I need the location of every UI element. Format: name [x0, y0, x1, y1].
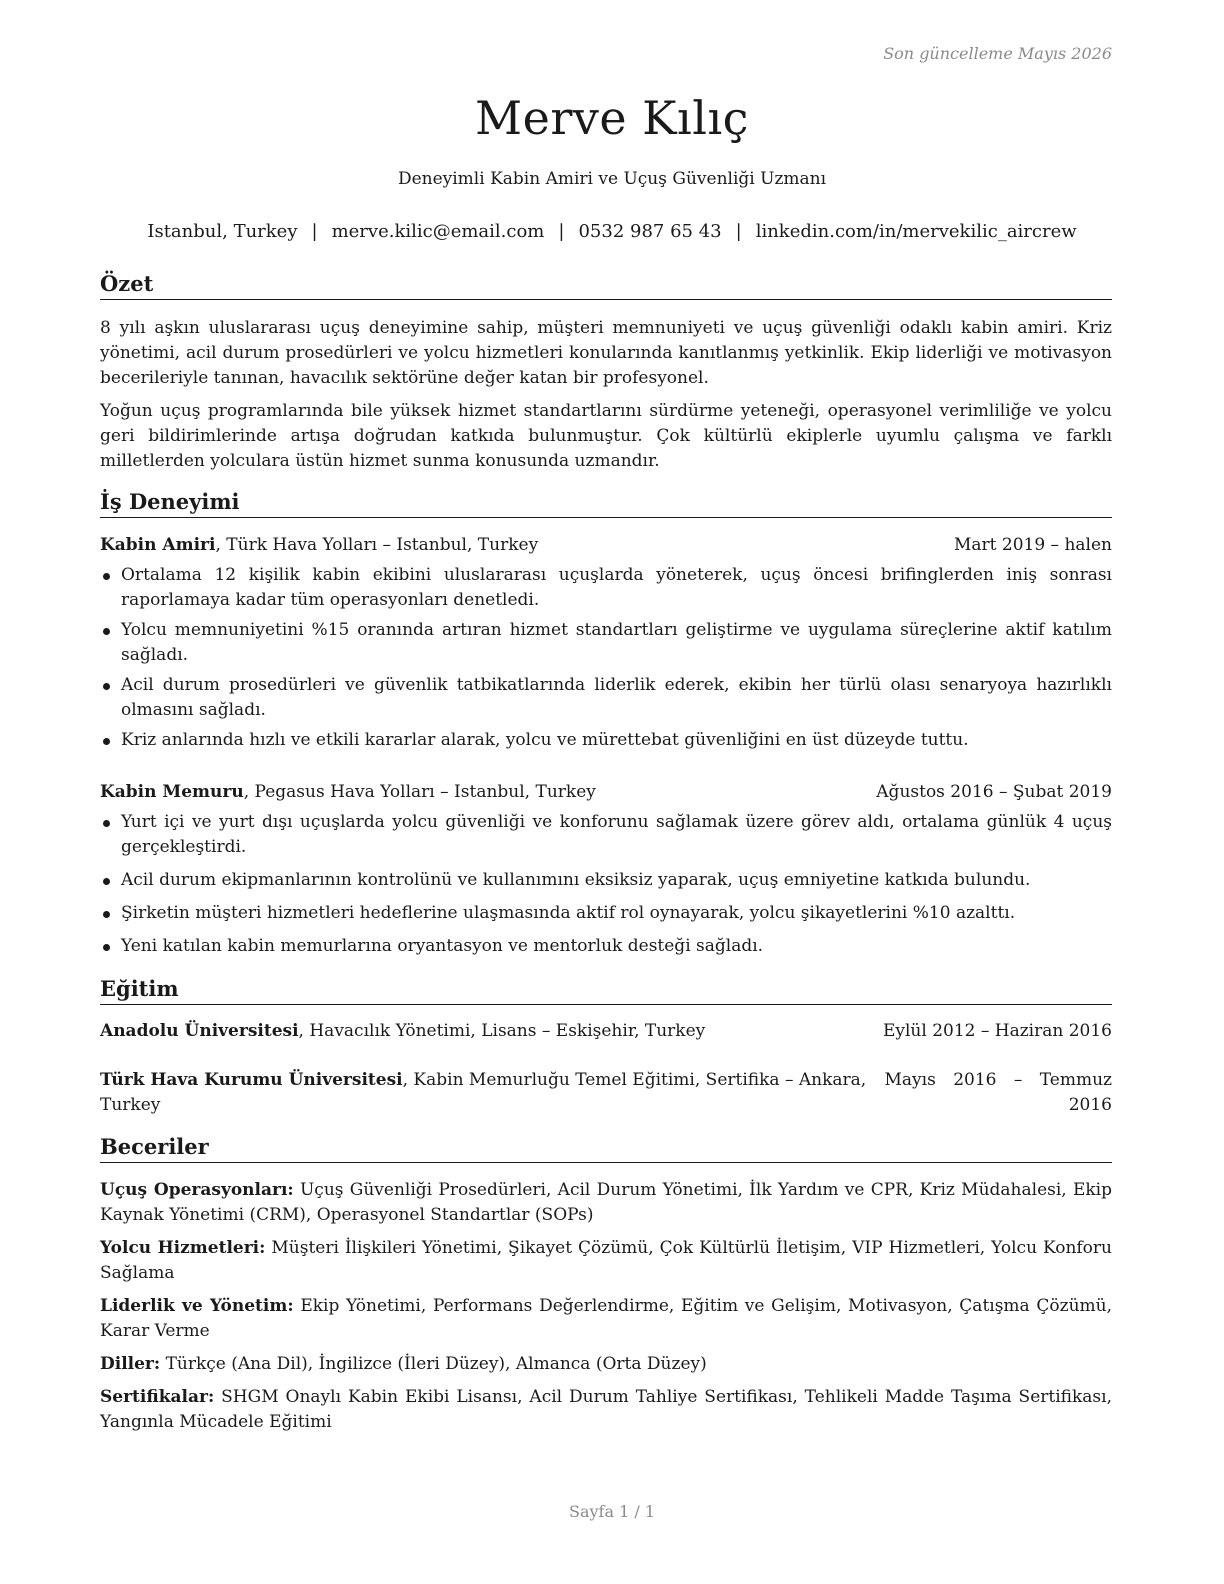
education-section: [100, 975, 1112, 1118]
bullet-icon: [103, 820, 110, 827]
list-item: [100, 673, 1112, 723]
resume-subtitle: Deneyimli Kabin Amiri ve Uçuş Güvenliği Uzmanı: [397, 169, 827, 189]
education-detail: , Kabin Memurluğu Temel Eğitimi, Sertifika – Ankara,: [402, 1070, 867, 1090]
education-entry: [100, 1019, 1112, 1044]
bullet-icon: [103, 683, 110, 690]
list-item: [100, 563, 1112, 613]
bullet-icon: [103, 911, 110, 918]
contact-email[interactable]: merve.kilic@email.com: [331, 221, 545, 242]
bullet-text: Yolcu memnuniyetini %15 oranında artıran hizmet standartları geliştirme ve uygulama süreçlerine aktif katılım sağladı.: [121, 620, 1112, 665]
page-number: Sayfa 1 / 1: [568, 1502, 655, 1521]
section-title-experience: İş Deneyimi: [100, 488, 1112, 518]
education-school: Türk Hava Kurumu Üniversitesi: [100, 1070, 403, 1090]
list-item: [100, 810, 1112, 860]
contact-location: Istanbul, Turkey: [147, 221, 298, 242]
list-item: [100, 618, 1112, 668]
contact-separator: |: [311, 221, 318, 242]
education-dates: Mayıs 2016 – Temmuz: [884, 1070, 1112, 1090]
skill-label: Sertifikalar:: [100, 1387, 215, 1407]
education-school: Anadolu Üniversitesi: [100, 1021, 299, 1041]
skill-line: [100, 1294, 1112, 1344]
job-header: [100, 780, 1112, 805]
bullet-icon: [103, 573, 110, 580]
bullet-text: Ortalama 12 kişilik kabin ekibini uluslararası uçuşlarda yöneterek, uçuş öncesi brifinglerden iniş sonrası raporlamaya kadar tüm operasyonları denetledi.: [121, 565, 1112, 610]
skill-label: Yolcu Hizmetleri:: [100, 1238, 266, 1258]
section-title-education: Eğitim: [100, 975, 1112, 1005]
contact-separator: |: [735, 221, 742, 242]
section-title-skills: Beceriler: [100, 1133, 1112, 1163]
summary-paragraph: Yoğun uçuş programlarında bile yüksek hizmet standartlarını sürdürme yeteneği, operasyonel verimliliğe ve yolcu geri bildirimlerinde artışa doğrudan katkıda bulunmuştur. Çok kültürlü ekiplerle uyumlu çalışma ve farklı milletlerden yolculara üstün hizmet sunma konusunda uzmandır.: [100, 401, 1112, 471]
bullet-text: Acil durum prosedürleri ve güvenlik tatbikatlarında liderlik ederek, ekibin her türlü olası senaryoya hazırlıklı olmasını sağladı.: [121, 675, 1112, 720]
job-entry: [100, 533, 1112, 753]
list-item: [100, 868, 1112, 893]
list-item: [100, 901, 1112, 926]
bullet-icon: [103, 944, 110, 951]
last-updated: Son güncelleme Mayıs 2026: [883, 44, 1112, 63]
skill-text: Uçuş Güvenliği Prosedürleri, Acil Durum Yönetimi, İlk Yardım ve CPR, Kriz Müdahalesi, Ekip Kaynak Yönetimi (CRM), Operasyonel Standartlar (SOPs): [100, 1180, 1112, 1225]
bullet-text: Şirketin müşteri hizmetleri hedeflerine ulaşmasında aktif rol oynayarak, yolcu şikayetlerini %10 azalttı.: [121, 903, 1016, 923]
skills-section: [100, 1133, 1112, 1435]
skill-line: [100, 1352, 1112, 1377]
contact-line: [0, 219, 1224, 245]
bullet-icon: [103, 878, 110, 885]
bullet-text: Acil durum ekipmanlarının kontrolünü ve kullanımını eksiksiz yaparak, uçuş emniyetine katkıda bulundu.: [121, 870, 1031, 890]
skill-text: Müşteri İlişkileri Yönetimi, Şikayet Çözümü, Çok Kültürlü İletişim, VIP Hizmetleri, Yolcu Konforu Sağlama: [100, 1238, 1112, 1283]
bullet-icon: [103, 628, 110, 635]
education-dates: Eylül 2012 – Haziran 2016: [882, 1021, 1112, 1041]
resume-name: Merve Kılıç: [475, 91, 749, 145]
experience-section: [100, 488, 1112, 959]
education-dates: 2016: [1068, 1095, 1112, 1115]
job-company: , Pegasus Hava Yolları – Istanbul, Turkey: [243, 782, 596, 802]
skill-text: SHGM Onaylı Kabin Ekibi Lisansı, Acil Durum Tahliye Sertifikası, Tehlikeli Madde Taşıma Sertifikası, Yangınla Mücadele Eğitimi: [100, 1387, 1112, 1432]
education-entry: [100, 1068, 1112, 1118]
bullet-text: Yeni katılan kabin memurlarına oryantasyon ve mentorluk desteği sağladı.: [121, 936, 764, 956]
education-detail: Turkey: [100, 1095, 161, 1115]
list-item: [100, 934, 1112, 959]
job-dates: Ağustos 2016 – Şubat 2019: [876, 782, 1112, 802]
job-header: [100, 533, 1112, 558]
contact-linkedin[interactable]: linkedin.com/in/mervekilic_aircrew: [755, 221, 1077, 242]
job-bullets: [100, 810, 1112, 959]
skill-text: Türkçe (Ana Dil), İngilizce (İleri Düzey), Almanca (Orta Düzey): [160, 1354, 707, 1374]
contact-separator: |: [558, 221, 565, 242]
skill-line: [100, 1178, 1112, 1228]
skill-line: [100, 1236, 1112, 1286]
bullet-icon: [103, 738, 110, 745]
bullet-text: Kriz anlarında hızlı ve etkili kararlar alarak, yolcu ve mürettebat güvenliğini en üst düzeyde tuttu.: [121, 730, 969, 750]
skill-label: Uçuş Operasyonları:: [100, 1180, 294, 1200]
contact-phone[interactable]: 0532 987 65 43: [578, 221, 722, 242]
skill-label: Diller:: [100, 1354, 161, 1374]
skill-label: Liderlik ve Yönetim:: [100, 1296, 294, 1316]
bullet-text: Yurt içi ve yurt dışı uçuşlarda yolcu güvenliği ve konforunu sağlamak üzere görev aldı, ortalama günlük 4 uçuş gerçekleştirdi.: [121, 812, 1112, 857]
section-title-summary: Özet: [100, 270, 1112, 300]
list-item: [100, 728, 1112, 753]
job-company: , Türk Hava Yolları – Istanbul, Turkey: [215, 535, 539, 555]
job-dates: Mart 2019 – halen: [953, 535, 1112, 555]
job-role: Kabin Amiri: [100, 535, 216, 555]
skill-line: [100, 1385, 1112, 1435]
summary-section: [100, 270, 1112, 474]
education-detail: , Havacılık Yönetimi, Lisans – Eskişehir, Turkey: [298, 1021, 706, 1041]
job-bullets: [100, 563, 1112, 753]
job-role: Kabin Memuru: [100, 782, 244, 802]
job-entry: [100, 780, 1112, 959]
summary-paragraph: 8 yılı aşkın uluslararası uçuş deneyimine sahip, müşteri memnuniyeti ve uçuş güvenliği odaklı kabin amiri. Kriz yönetimi, acil durum prosedürleri ve yolcu hizmetleri konularında kanıtlanmış yetkinlik. Ekip liderliği ve motivasyon becerileriyle tanınan, havacılık sektörüne değer katan bir profesyonel.: [100, 318, 1112, 388]
skill-text: Ekip Yönetimi, Performans Değerlendirme, Eğitim ve Gelişim, Motivasyon, Çatışma Çözümü, Karar Verme: [100, 1296, 1113, 1341]
